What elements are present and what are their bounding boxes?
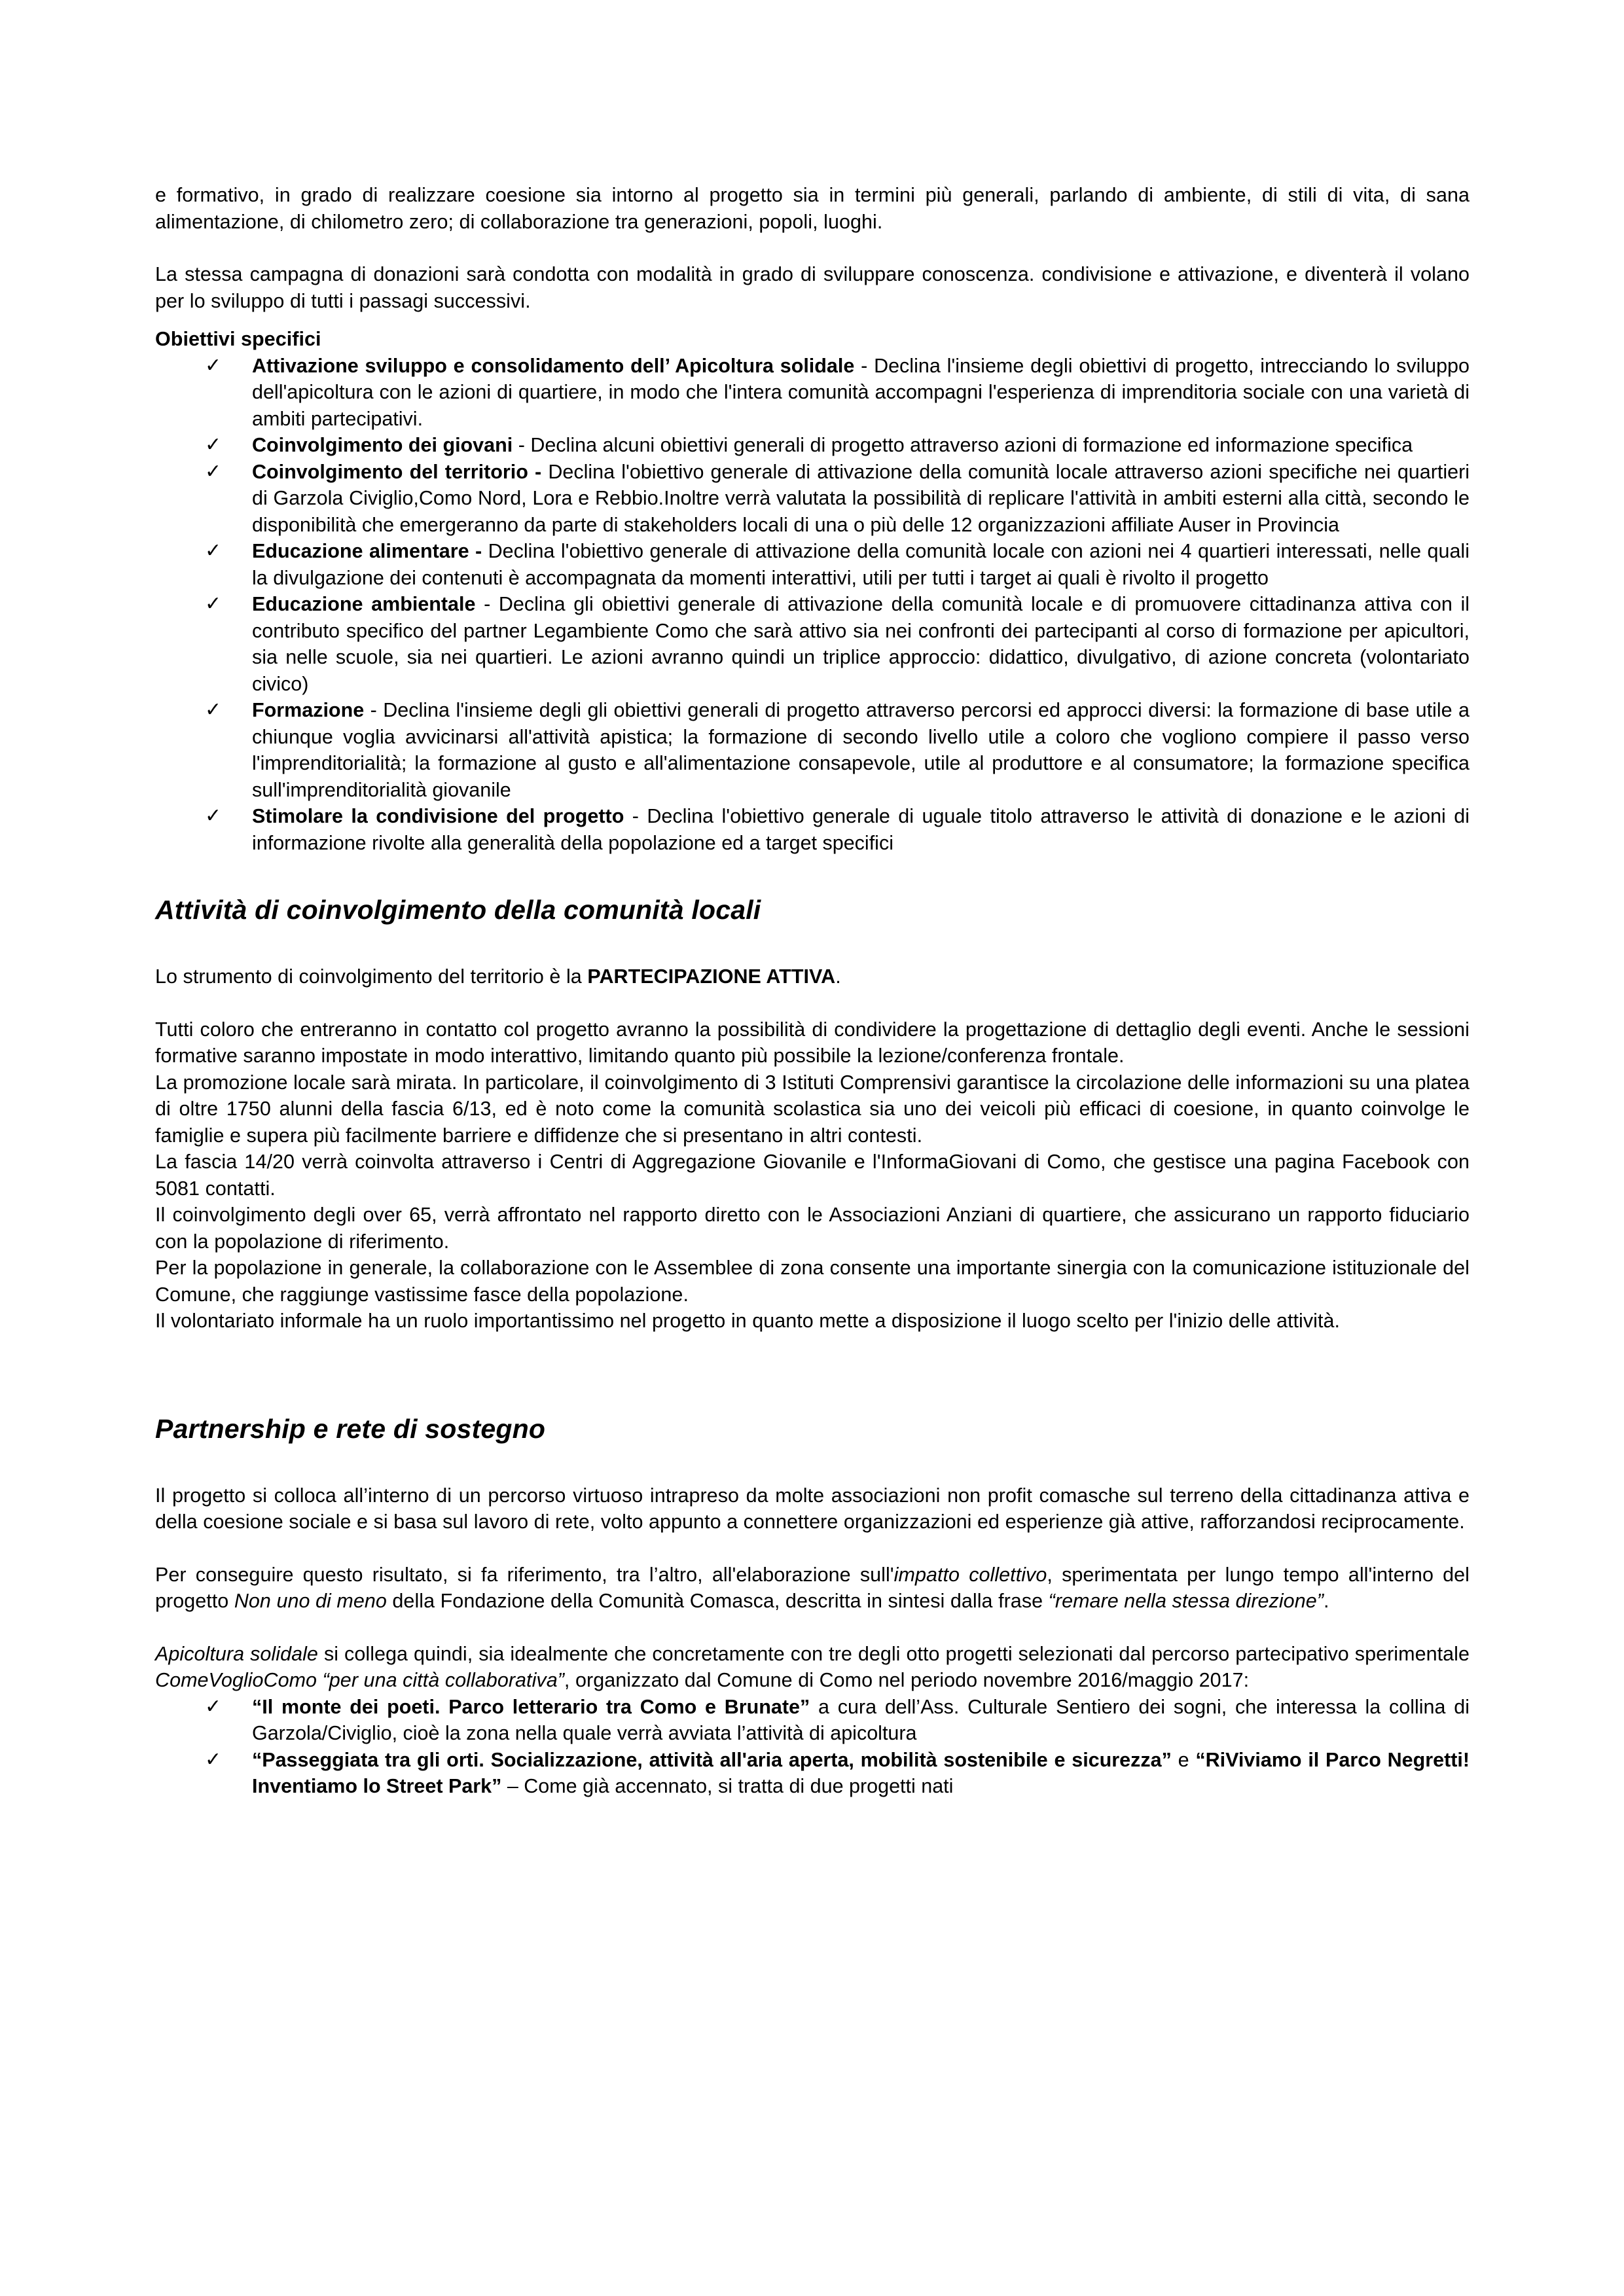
partnership-p3-italic-2: ComeVoglioComo “per una città collaborativa” xyxy=(155,1669,564,1691)
list-item xyxy=(155,353,1470,433)
list-item-lead: Stimolare la condivisione del progetto xyxy=(252,805,624,827)
section-heading-partnership: Partnership e rete di sostegno xyxy=(155,1413,546,1444)
objectives-list xyxy=(155,353,1470,857)
community-intro-suffix: . xyxy=(835,965,841,988)
community-paragraph-6: Il volontariato informale ha un ruolo importantissimo nel progetto in quanto mette a disposizione il luogo scelto per l'inizio delle attività. xyxy=(155,1310,1341,1332)
list-item-lead: Coinvolgimento del territorio - xyxy=(252,460,542,483)
community-paragraph-2: La promozione locale sarà mirata. In particolare, il coinvolgimento di 3 Istituti Comprensivi garantisce la circolazione delle informazioni su una platea di oltre 1750 alunni della fascia 6/13, ed è noto come la comunità scolastica sia uno dei veicoli più efficaci di coesione, in quanto coinvolge le famiglie e supera più facilmente barriere e diffidenze che si presentano in altri contesti. xyxy=(155,1071,1470,1147)
community-paragraph-1: Tutti coloro che entreranno in contatto col progetto avranno la possibilità di condividere la progettazione di dettaglio degli eventi. Anche le sessioni formative saranno impostate in modo interattivo, limitando quanto più possibile la lezione/conferenza frontale. xyxy=(155,1018,1470,1067)
check-icon: ✓ xyxy=(205,699,222,721)
list-item xyxy=(155,803,1470,856)
list-item xyxy=(155,538,1470,591)
list-item xyxy=(155,432,1470,459)
spacer xyxy=(155,235,1470,261)
intro-paragraph-2: La stessa campagna di donazioni sarà condotta con modalità in grado di sviluppare conoscenza. condivisione e attivazione, e diventerà il volano per lo sviluppo di tutti i passagi successivi. xyxy=(155,263,1470,312)
objectives-title: Obiettivi specifici xyxy=(155,328,321,350)
check-icon: ✓ xyxy=(205,354,222,376)
list-item xyxy=(155,1747,1470,1800)
list-item-mid: e xyxy=(1171,1748,1196,1771)
partnership-p3-part-a: si collega quindi, sia idealmente che concretamente con tre degli otto progetti selezionati dal percorso partecipativo sperimentale xyxy=(317,1642,1470,1665)
partnership-p2-italic-1: impatto collettivo xyxy=(893,1563,1047,1586)
check-icon: ✓ xyxy=(205,540,222,562)
intro-paragraph-1: e formativo, in grado di realizzare coesione sia intorno al progetto sia in termini più generali, parlando di ambiente, di stili di vita, di sana alimentazione, di chilometro zero; di collaborazione tra generazioni, popoli, luoghi. xyxy=(155,184,1470,233)
community-intro-bold: PARTECIPAZIONE ATTIVA xyxy=(587,965,836,988)
list-item-body: - Declina l'insieme degli gli obiettivi generali di progetto attraverso percorsi ed approcci diversi: la formazione di base utile a chiunque voglia avvicinarsi all'attività apistica; la formazione di secondo livello utile a coloro che vogliono compiere il passo verso l'imprenditorialità; la formazione al gusto e all'alimentazione consapevole, utile al produttore e al consumatore; la formazione specifica sull'imprenditorialità giovanile xyxy=(252,699,1470,801)
check-icon: ✓ xyxy=(205,593,222,615)
list-item-lead: Coinvolgimento dei giovani xyxy=(252,434,513,456)
list-item xyxy=(155,697,1470,803)
spacer xyxy=(155,925,1470,963)
list-item-body: - Declina gli obiettivi generale di attivazione della comunità locale e di promuovere cittadinanza attiva con il contributo specifico del partner Legambiente Como che sarà attivo sia nei confronti dei partecipanti al corso di formazione per apicultori, sia nelle scuole, sia nei quartieri. Le azioni avranno quindi un triplice approccio: didattico, divulgativo, di azione concreta (volontariato civico) xyxy=(252,593,1470,695)
list-item-lead: “Passeggiata tra gli orti. Socializzazione, attività all'aria aperta, mobilità sostenibile e sicurezza” xyxy=(252,1748,1172,1771)
partnership-paragraph-1: Il progetto si colloca all’interno di un percorso virtuoso intrapreso da molte associazioni non profit comasche sul terreno della cittadinanza attiva e della coesione sociale e si basa sul lavoro di rete, volto appunto a connettere organizzazioni ed esperienze già attive, rafforzandosi reciprocamente. xyxy=(155,1484,1470,1533)
check-icon: ✓ xyxy=(205,805,222,827)
list-item-lead: “Il monte dei poeti. Parco letterario tra Como e Brunate” xyxy=(252,1695,810,1718)
list-item xyxy=(155,1694,1470,1747)
spacer xyxy=(155,314,1470,326)
list-item-lead: Educazione alimentare - xyxy=(252,540,482,562)
partnership-paragraph-3 xyxy=(155,1641,1470,1694)
community-intro-line xyxy=(155,963,1470,990)
partnership-p2-italic-3: “remare nella stessa direzione” xyxy=(1048,1590,1324,1612)
check-icon: ✓ xyxy=(205,434,222,456)
list-item-body: - Declina alcuni obiettivi generali di progetto attraverso azioni di formazione ed informazione specifica xyxy=(513,434,1413,456)
partnership-p2-part-c: della Fondazione della Comunità Comasca, descritta in sintesi dalla frase xyxy=(386,1590,1049,1612)
list-item-body: - Declina l'obiettivo generale di uguale titolo attraverso le attività di donazione e le azioni di informazione rivolte alla generalità della popolazione ed a target specifici xyxy=(252,805,1470,854)
spacer xyxy=(155,1615,1470,1641)
partnership-p3-italic-1: Apicoltura solidale xyxy=(155,1642,318,1665)
community-intro-prefix: Lo strumento di coinvolgimento del territorio è la xyxy=(155,965,588,988)
partnership-p2-part-d: . xyxy=(1323,1590,1329,1612)
list-item-body: Declina l'obiettivo generale di attivazione della comunità locale con azioni nei 4 quartieri interessati, nelle quali la divulgazione dei contenuti è accompagnata da momenti interattivi, utili per tutti i target ai quali è rivolto il progetto xyxy=(252,540,1470,589)
list-item-lead-2: “RiViviamo il Parco Negretti! Inventiamo lo Street Park” xyxy=(252,1748,1470,1797)
partnership-paragraph-2 xyxy=(155,1562,1470,1615)
spacer xyxy=(155,856,1470,894)
list-item-lead: Educazione ambientale xyxy=(252,593,476,615)
check-icon: ✓ xyxy=(205,1748,222,1770)
partnership-p2-part-b: , sperimentata per lungo tempo all'interno del progetto xyxy=(155,1563,1470,1612)
check-icon: ✓ xyxy=(205,460,222,482)
check-icon: ✓ xyxy=(205,1695,222,1717)
partnership-projects-list xyxy=(155,1694,1470,1800)
spacer xyxy=(155,1444,1470,1482)
spacer xyxy=(155,1335,1470,1413)
partnership-p3-part-b: , organizzato dal Comune di Como nel periodo novembre 2016/maggio 2017: xyxy=(564,1669,1250,1691)
partnership-p2-italic-2: Non uno di meno xyxy=(234,1590,387,1612)
section-heading-community: Attività di coinvolgimento della comunità locali xyxy=(155,895,761,925)
community-paragraph-5: Per la popolazione in generale, la collaborazione con le Assemblee di zona consente una importante sinergia con la comunicazione istituzionale del Comune, che raggiunge vastissime fasce della popolazione. xyxy=(155,1257,1470,1306)
community-paragraph-4: Il coinvolgimento degli over 65, verrà affrontato nel rapporto diretto con le Associazioni Anziani di quartiere, che assicurano un rapporto fiduciario con la popolazione di riferimento. xyxy=(155,1204,1470,1253)
document-content xyxy=(155,182,1470,1800)
list-item-body: Declina l'obiettivo generale di attivazione della comunità locale attraverso azioni specifiche nei quartieri di Garzola Civiglio,Como Nord, Lora e Rebbio.Inoltre verrà valutata la possibilità di replicare l'attività in ambiti esterni alla città, secondo le disponibilità che emergeranno da parte di stakeholders locali di una o più delle 12 organizzazioni affiliate Auser in Provincia xyxy=(252,460,1470,536)
list-item xyxy=(155,591,1470,697)
list-item-lead: Attivazione sviluppo e consolidamento dell’ Apicoltura solidale xyxy=(252,354,855,377)
list-item-body: – Come già accennato, si tratta di due progetti nati xyxy=(501,1775,954,1797)
spacer xyxy=(155,1535,1470,1562)
spacer xyxy=(155,990,1470,1016)
list-item-body: a cura dell’Ass. Culturale Sentiero dei sogni, che interessa la collina di Garzola/Civiglio, cioè la zona nella quale verrà avviata l’attività di apicoltura xyxy=(252,1695,1470,1744)
community-paragraph-3: La fascia 14/20 verrà coinvolta attraverso i Centri di Aggregazione Giovanile e l'InformaGiovani di Como, che gestisce una pagina Facebook con 5081 contatti. xyxy=(155,1151,1470,1200)
list-item-lead: Formazione xyxy=(252,699,365,721)
partnership-p2-part-a: Per conseguire questo risultato, si fa riferimento, tra l’altro, all'elaborazione sull' xyxy=(155,1563,894,1586)
list-item-body: - Declina l'insieme degli obiettivi di progetto, intrecciando lo sviluppo dell'apicoltura con le azioni di quartiere, in modo che l'intera comunità accompagni l'esperienza di imprenditoria sociale con una varietà di ambiti partecipativi. xyxy=(252,354,1470,430)
list-item xyxy=(155,459,1470,539)
